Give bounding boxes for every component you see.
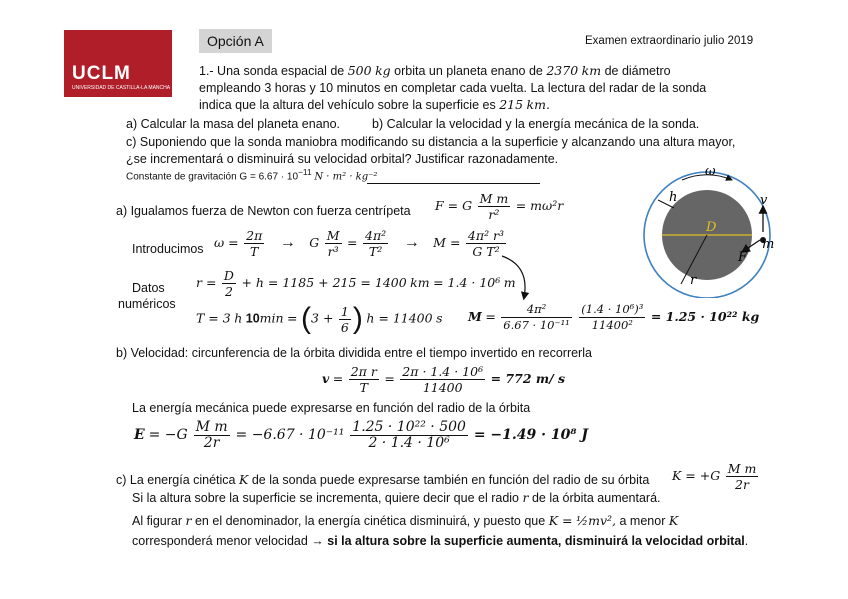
text: M	[468, 308, 482, 324]
den: G T²	[466, 243, 506, 259]
text: =	[347, 234, 358, 250]
unit: h	[234, 310, 243, 326]
text: =	[332, 370, 344, 386]
fraction	[466, 228, 506, 259]
radius-equation	[196, 268, 516, 299]
energy-result: = −1.49 · 10⁸ J	[473, 427, 588, 444]
f-label: F	[738, 250, 748, 265]
text: = −G	[148, 427, 188, 444]
text: de la órbita aumentará.	[531, 491, 661, 505]
num: 4π²	[526, 302, 547, 316]
introducimos-label: Introducimos	[132, 242, 204, 256]
omega-equation	[214, 228, 508, 259]
den: T²	[363, 243, 388, 259]
text: M =	[433, 234, 461, 250]
question-b: b) Calcular la velocidad y la energía mecánica de la sonda.	[372, 117, 700, 131]
text: Constante de gravitación G = 6.67 · 10	[126, 171, 299, 183]
text: F = G	[435, 197, 473, 213]
text: v	[322, 370, 330, 386]
diameter-unit: km	[581, 63, 602, 78]
num: M m	[479, 191, 509, 206]
text: r =	[196, 274, 217, 290]
text: K = +G	[672, 467, 721, 483]
num: 4π²	[365, 228, 387, 243]
den: r³	[325, 243, 342, 259]
fraction	[244, 228, 264, 259]
solution-b-intro: b) Velocidad: circunferencia de la órbita dividida entre el tiempo invertido en recorrerla	[116, 346, 592, 360]
text: T = 3	[196, 310, 231, 326]
height-unit: km.	[526, 97, 550, 112]
text: c) La energía cinética	[116, 473, 236, 487]
v-label: v	[760, 193, 768, 208]
paren-close: )	[352, 302, 363, 335]
unit: km	[410, 274, 430, 290]
num: D	[223, 268, 234, 283]
conclusion: si la altura sobre la superficie aumenta, disminuirá la velocidad orbital	[327, 534, 745, 548]
divider	[367, 183, 540, 184]
text: corresponderá menor velocidad →	[132, 534, 324, 548]
arrow: →	[403, 233, 420, 251]
text: G	[309, 234, 320, 250]
fraction	[726, 461, 759, 492]
var: r	[522, 490, 529, 505]
text: a menor	[619, 514, 666, 528]
newton-equation	[435, 191, 563, 222]
text: = 1.4 · 10⁶	[433, 274, 501, 290]
var: K =	[548, 513, 573, 528]
mass-result-equation	[468, 302, 759, 333]
num: 2π r	[350, 364, 377, 379]
den: 11400²	[579, 317, 645, 333]
num: 1	[340, 303, 349, 319]
den: 6	[340, 319, 349, 335]
fraction	[501, 302, 572, 333]
num: M m	[727, 461, 757, 476]
text: orbita un planeta enano de	[394, 64, 543, 78]
unit: min	[259, 310, 284, 326]
period-equation	[196, 302, 443, 336]
unit: s	[436, 310, 443, 326]
m-label: m	[762, 237, 775, 252]
height-value: 215	[499, 97, 524, 112]
text: ω =	[214, 234, 239, 250]
fraction	[194, 420, 230, 451]
solution-c-line-3	[132, 512, 678, 530]
fraction	[579, 302, 645, 333]
mass-unit: kg	[375, 63, 391, 78]
solution-c-line-4	[132, 532, 748, 550]
kinetic-equation	[672, 461, 760, 492]
den: T	[244, 243, 264, 259]
solution-a-intro: a) Igualamos fuerza de Newton con fuerza centrípeta	[116, 204, 411, 218]
text: indica que la altura del vehículo sobre la superficie es	[199, 98, 496, 112]
num: 1.25 · 10²² · 500	[352, 419, 466, 435]
text: =	[384, 370, 395, 386]
text: Si la altura sobre la superficie se incrementa, quiere decir que el radio	[132, 491, 520, 505]
text: = −6.67 · 10⁻¹¹	[235, 427, 345, 444]
paren-open: (	[301, 302, 312, 335]
orbit-diagram	[636, 160, 786, 298]
num: (1.4 · 10⁶)³	[581, 302, 644, 316]
velocity-result: = 772 m/ s	[490, 370, 566, 386]
half: ½	[575, 513, 589, 528]
solution-c-line-1	[116, 471, 649, 489]
d-label: D	[706, 220, 717, 235]
text: + h = 1185 + 215 = 1400	[241, 274, 407, 290]
fraction	[325, 228, 342, 259]
den: T	[349, 379, 379, 395]
h-label: h	[669, 190, 678, 205]
mass-result: = 1.25 · 10²² kg	[650, 308, 760, 324]
den: r²	[478, 206, 511, 222]
units: N · m² · kg⁻²	[314, 171, 378, 183]
solution-c-line-2	[132, 489, 661, 507]
arrow: →	[279, 233, 296, 251]
fraction	[363, 228, 388, 259]
text: de la sonda puede expresarse también en función del radio de su órbita	[251, 473, 650, 487]
fraction	[349, 364, 379, 395]
text: h = 11400	[366, 310, 433, 326]
mass-value: 500	[347, 63, 372, 78]
logo-text: UCLM	[72, 63, 131, 84]
logo-subtitle: UNIVERSIDAD DE CASTILLA-LA MANCHA	[72, 85, 171, 91]
exponent: −11	[298, 167, 312, 177]
den: 2r	[194, 435, 230, 451]
den: 2r	[726, 476, 759, 492]
option-label: Opción A	[199, 29, 272, 53]
energy-intro: La energía mecánica puede expresarse en función del radio de la órbita	[132, 401, 531, 415]
text: 10	[245, 311, 260, 326]
question-c-line-1: c) Suponiendo que la sonda maniobra modificando su distancia a la superficie y alcanzando una altura mayor,	[126, 135, 736, 149]
text: mv²,	[588, 513, 617, 528]
text: =	[485, 308, 496, 324]
uclm-logo	[64, 30, 172, 97]
fraction	[222, 268, 236, 299]
den: 6.67 · 10⁻¹¹	[503, 318, 570, 332]
text: 1.- Una sonda espacial de	[199, 64, 345, 78]
fraction	[400, 364, 485, 395]
r-label: r	[690, 273, 697, 288]
var: r	[185, 513, 192, 528]
text: 3 +	[311, 310, 334, 326]
question-c-line-2: ¿se incrementará o disminuirá su velocidad orbital? Justificar razonadamente.	[126, 152, 559, 166]
fraction	[350, 420, 468, 451]
fraction	[339, 304, 351, 335]
datos-label-2: numéricos	[118, 297, 176, 311]
velocity-equation	[322, 364, 565, 395]
var: K	[239, 472, 249, 487]
datos-label-1: Datos	[132, 281, 165, 295]
energy-equation	[134, 420, 588, 451]
exam-label: Examen extraordinario julio 2019	[585, 35, 754, 47]
unit: m	[503, 274, 516, 290]
omega-label: ω	[705, 164, 716, 179]
gravitation-constant	[126, 167, 377, 182]
num: 2π	[246, 228, 263, 243]
num: 2π · 1.4 · 10⁶	[402, 364, 484, 379]
text: E	[134, 427, 145, 444]
text: de diámetro	[604, 64, 671, 78]
diameter-value: 2370	[546, 63, 579, 78]
num: 4π² r³	[467, 228, 505, 243]
den: 2	[222, 283, 236, 299]
var: K	[668, 513, 679, 528]
text: =	[287, 310, 298, 326]
den: 2 · 1.4 · 10⁶	[350, 435, 468, 451]
problem-line-1	[199, 62, 671, 80]
problem-line-3	[199, 96, 550, 114]
text: = mω²r	[515, 197, 564, 213]
num: M m	[195, 419, 228, 435]
question-a: a) Calcular la masa del planeta enano.	[126, 117, 341, 131]
text: Al figurar	[132, 514, 183, 528]
den: 11400	[400, 379, 485, 395]
text: en el denominador, la energía cinética disminuirá, y puesto que	[194, 514, 546, 528]
text: .	[744, 534, 749, 548]
problem-line-2: empleando 3 horas y 10 minutos en completar cada vuelta. La lectura del radar de la sonda	[199, 81, 707, 95]
num: M	[326, 228, 340, 243]
fraction	[478, 191, 511, 222]
